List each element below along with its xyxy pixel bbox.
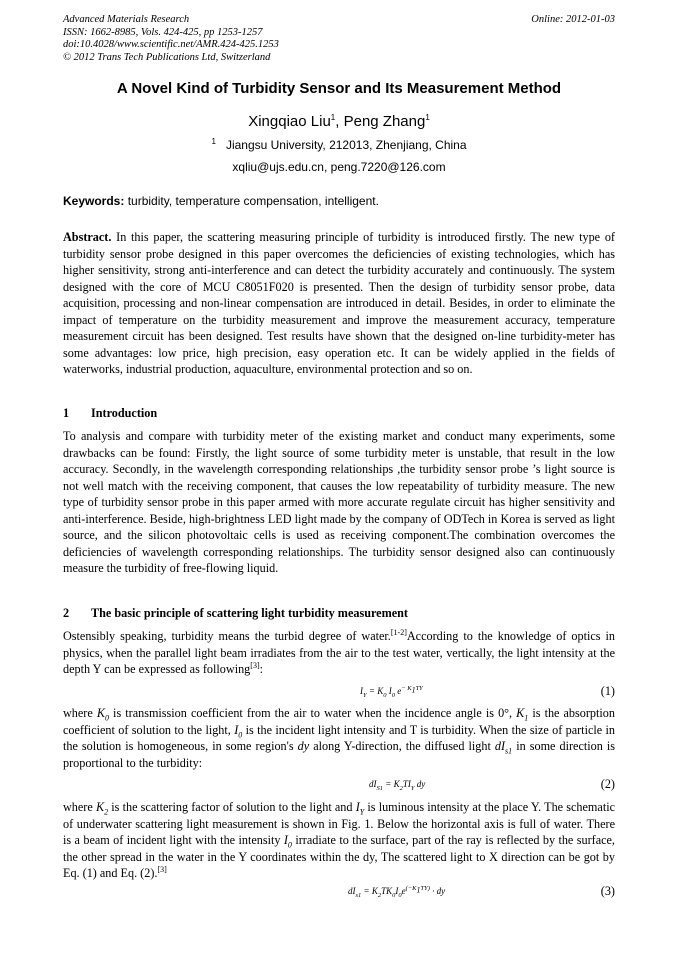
keywords-label: Keywords: (63, 194, 125, 208)
section-2-paragraph-3 (63, 799, 615, 882)
paragraph-text: where (63, 706, 97, 720)
section-title: The basic principle of scattering light turbidity measurement (91, 606, 408, 620)
journal-meta (63, 14, 279, 64)
section-2-paragraph-1 (63, 628, 615, 678)
equation-formula: $dI_{S1} = K_2TI_Y$ dy (369, 779, 426, 792)
section-2-heading (63, 606, 615, 621)
keywords (63, 194, 615, 209)
equation-formula: $dI_{s1} = K_2TK_0I_0e^{(-K_1TY)}$ · dy (348, 885, 446, 899)
paragraph-text: According to the knowledge of optics in physics, when the parallel light beam irradiates from the air to the test water, vertically, the light intensity at the depth Y can be expressed as following (63, 629, 616, 676)
paragraph-text: Ostensibly speaking, turbidity means the turbid degree of water. (63, 629, 391, 643)
abstract-text: In this paper, the scattering measuring principle of turbidity is introduced firstly. The new type of turbidity sensor probe designed in this paper overcomes the deficiencies of existing technologies, which has higher sensitivity, strong anti-interference and can detect the turbidity accurately and continuously. The system designed with the core of MCU C8051F020 is presented. Then the design of turbidity sensor probe, data acquisition, processing and non-linear compensation are introduced in detail. Besides, in order to eliminate the impact of temperature on the turbidity measurement and improve the measurement accuracy, temperature measurement circuit has been designed. Test results have shown that the designed on-line turbidity-meter has some advantages: low price, high precision, easy operation etc. It can be widely applied in the fields of waterworks, industrial production, aquaculture, environmental protection and so on. (63, 230, 615, 376)
affiliation-text: Jiangsu University, 212013, Zhenjiang, China (225, 138, 467, 152)
section-1-heading (63, 406, 615, 421)
paragraph-text: where (63, 800, 96, 814)
author-separator: , (335, 113, 344, 130)
equation-number: (2) (600, 777, 615, 791)
equation-number: (1) (600, 684, 615, 698)
paragraph-text: is luminous intensity at the place Y. The schematic of underwater scattering light measurement is shown in Fig. 1. Below the horizontal axis is full of water. There is a beam of incident light with the intensity (63, 800, 615, 847)
affiliation-mark: 1 (211, 137, 216, 146)
section-1-body: To analysis and compare with turbidity meter of the existing market and conduct many experiments, some drawbacks can be found: Firstly, the light source of some turbidity meter is unstable, that result in the low accuracy. Secondly, in the wavelength corresponding relationships ,the turbidity sensor probe ’s light source is not well match with the receiving component, that causes the low repeatability of turbidity measure. The new type of turbidity sensor probe in this paper armed with more accurate regulate circuit has higher sensitivity and anti-interference. Beside, high-brightness LED light made by the company of ODTech in Korea is served as light source, and the silicon photovoltaic cells is used as receiving component.The combination overcomes the deficiencies of wavelength corresponding relationships. The turbidity sensor designed also can continuously measure the turbidity of free-flowing liquid. (63, 429, 615, 575)
symbol-subscript: 0 (287, 840, 292, 850)
section-number: 1 (63, 406, 70, 420)
journal-name: Advanced Materials Research (63, 14, 190, 25)
affiliation (0, 138, 678, 153)
paragraph-text: is the incident light intensity and T is turbidity. When the size of particle in the solution is homogeneous, in some region's (63, 722, 615, 753)
paragraph-text: is transmission coefficient from the air to water when the incidence angle is 0°, (108, 706, 517, 720)
copyright-line: © 2012 Trans Tech Publications Ltd, Switzerland (63, 51, 271, 63)
citation[interactable]: [3] (250, 660, 260, 670)
equation-3 (63, 883, 615, 903)
author-line (0, 113, 678, 131)
equation-number: (3) (600, 884, 615, 898)
abstract (63, 229, 615, 378)
symbol: I (283, 833, 288, 847)
symbol-subscript: 0 (238, 729, 243, 739)
doi-line: doi:10.4028/www.scientific.net/AMR.424-425.1253 (63, 39, 279, 50)
symbol-subscript: 2 (104, 807, 109, 817)
author-name: Peng Zhang (343, 113, 426, 130)
symbol: K (516, 706, 525, 720)
symbol: K (95, 800, 105, 814)
paragraph-text: is the absorption coefficient of solution to the light, (63, 706, 615, 737)
equation-1 (63, 683, 615, 703)
abstract-label: Abstract. (63, 230, 112, 244)
author-emails: xqliu@ujs.edu.cn, peng.7220@126.com (232, 160, 446, 174)
symbol: dI (494, 739, 506, 753)
citation[interactable]: [1-2] (390, 627, 407, 637)
paragraph-text: is the scattering factor of solution to the light and (108, 800, 356, 814)
symbol: K (96, 706, 105, 720)
section-2-paragraph-2 (63, 705, 615, 771)
paragraph-text: along Y-direction, the diffused light (309, 739, 495, 753)
section-number: 2 (63, 606, 70, 620)
equation-2 (63, 776, 615, 796)
symbol: dy (297, 739, 310, 753)
symbol-subscript: 0 (104, 713, 109, 723)
paragraph-text: in some direction is proportional to the turbidity: (63, 739, 615, 770)
paragraph-text: : (259, 662, 263, 676)
citation[interactable]: [3] (157, 864, 167, 874)
author-affil-mark: 1 (425, 113, 430, 122)
paper-title: A Novel Kind of Turbidity Sensor and Its Measurement Method (116, 80, 562, 97)
issn-line: ISSN: 1662-8985, Vols. 424-425, pp 1253-1257 (63, 26, 263, 38)
symbol-subscript: Y (359, 807, 365, 817)
symbol-subscript: 1 (524, 713, 529, 723)
online-date: Online: 2012-01-03 (531, 14, 615, 25)
symbol: I (355, 800, 360, 814)
symbol-subscript: s1 (505, 746, 513, 756)
keywords-text: turbidity, temperature compensation, intelligent. (124, 194, 379, 208)
equation-formula: $I_Y = K_0$ $I_0$ $e^{- K_1TY}$ (360, 685, 423, 699)
section-title: Introduction (91, 406, 158, 420)
author-name: Xingqiao Liu (248, 113, 331, 130)
symbol: I (234, 722, 239, 737)
paragraph-text: irradiate to the surface, part of the ray is reflected by the surface, the other spread in the water in the Y coordinates within the dy, The scattered light to X direction can be got by Eq. (1) and Eq. (2). (63, 833, 615, 880)
author-affil-mark: 1 (330, 113, 336, 122)
